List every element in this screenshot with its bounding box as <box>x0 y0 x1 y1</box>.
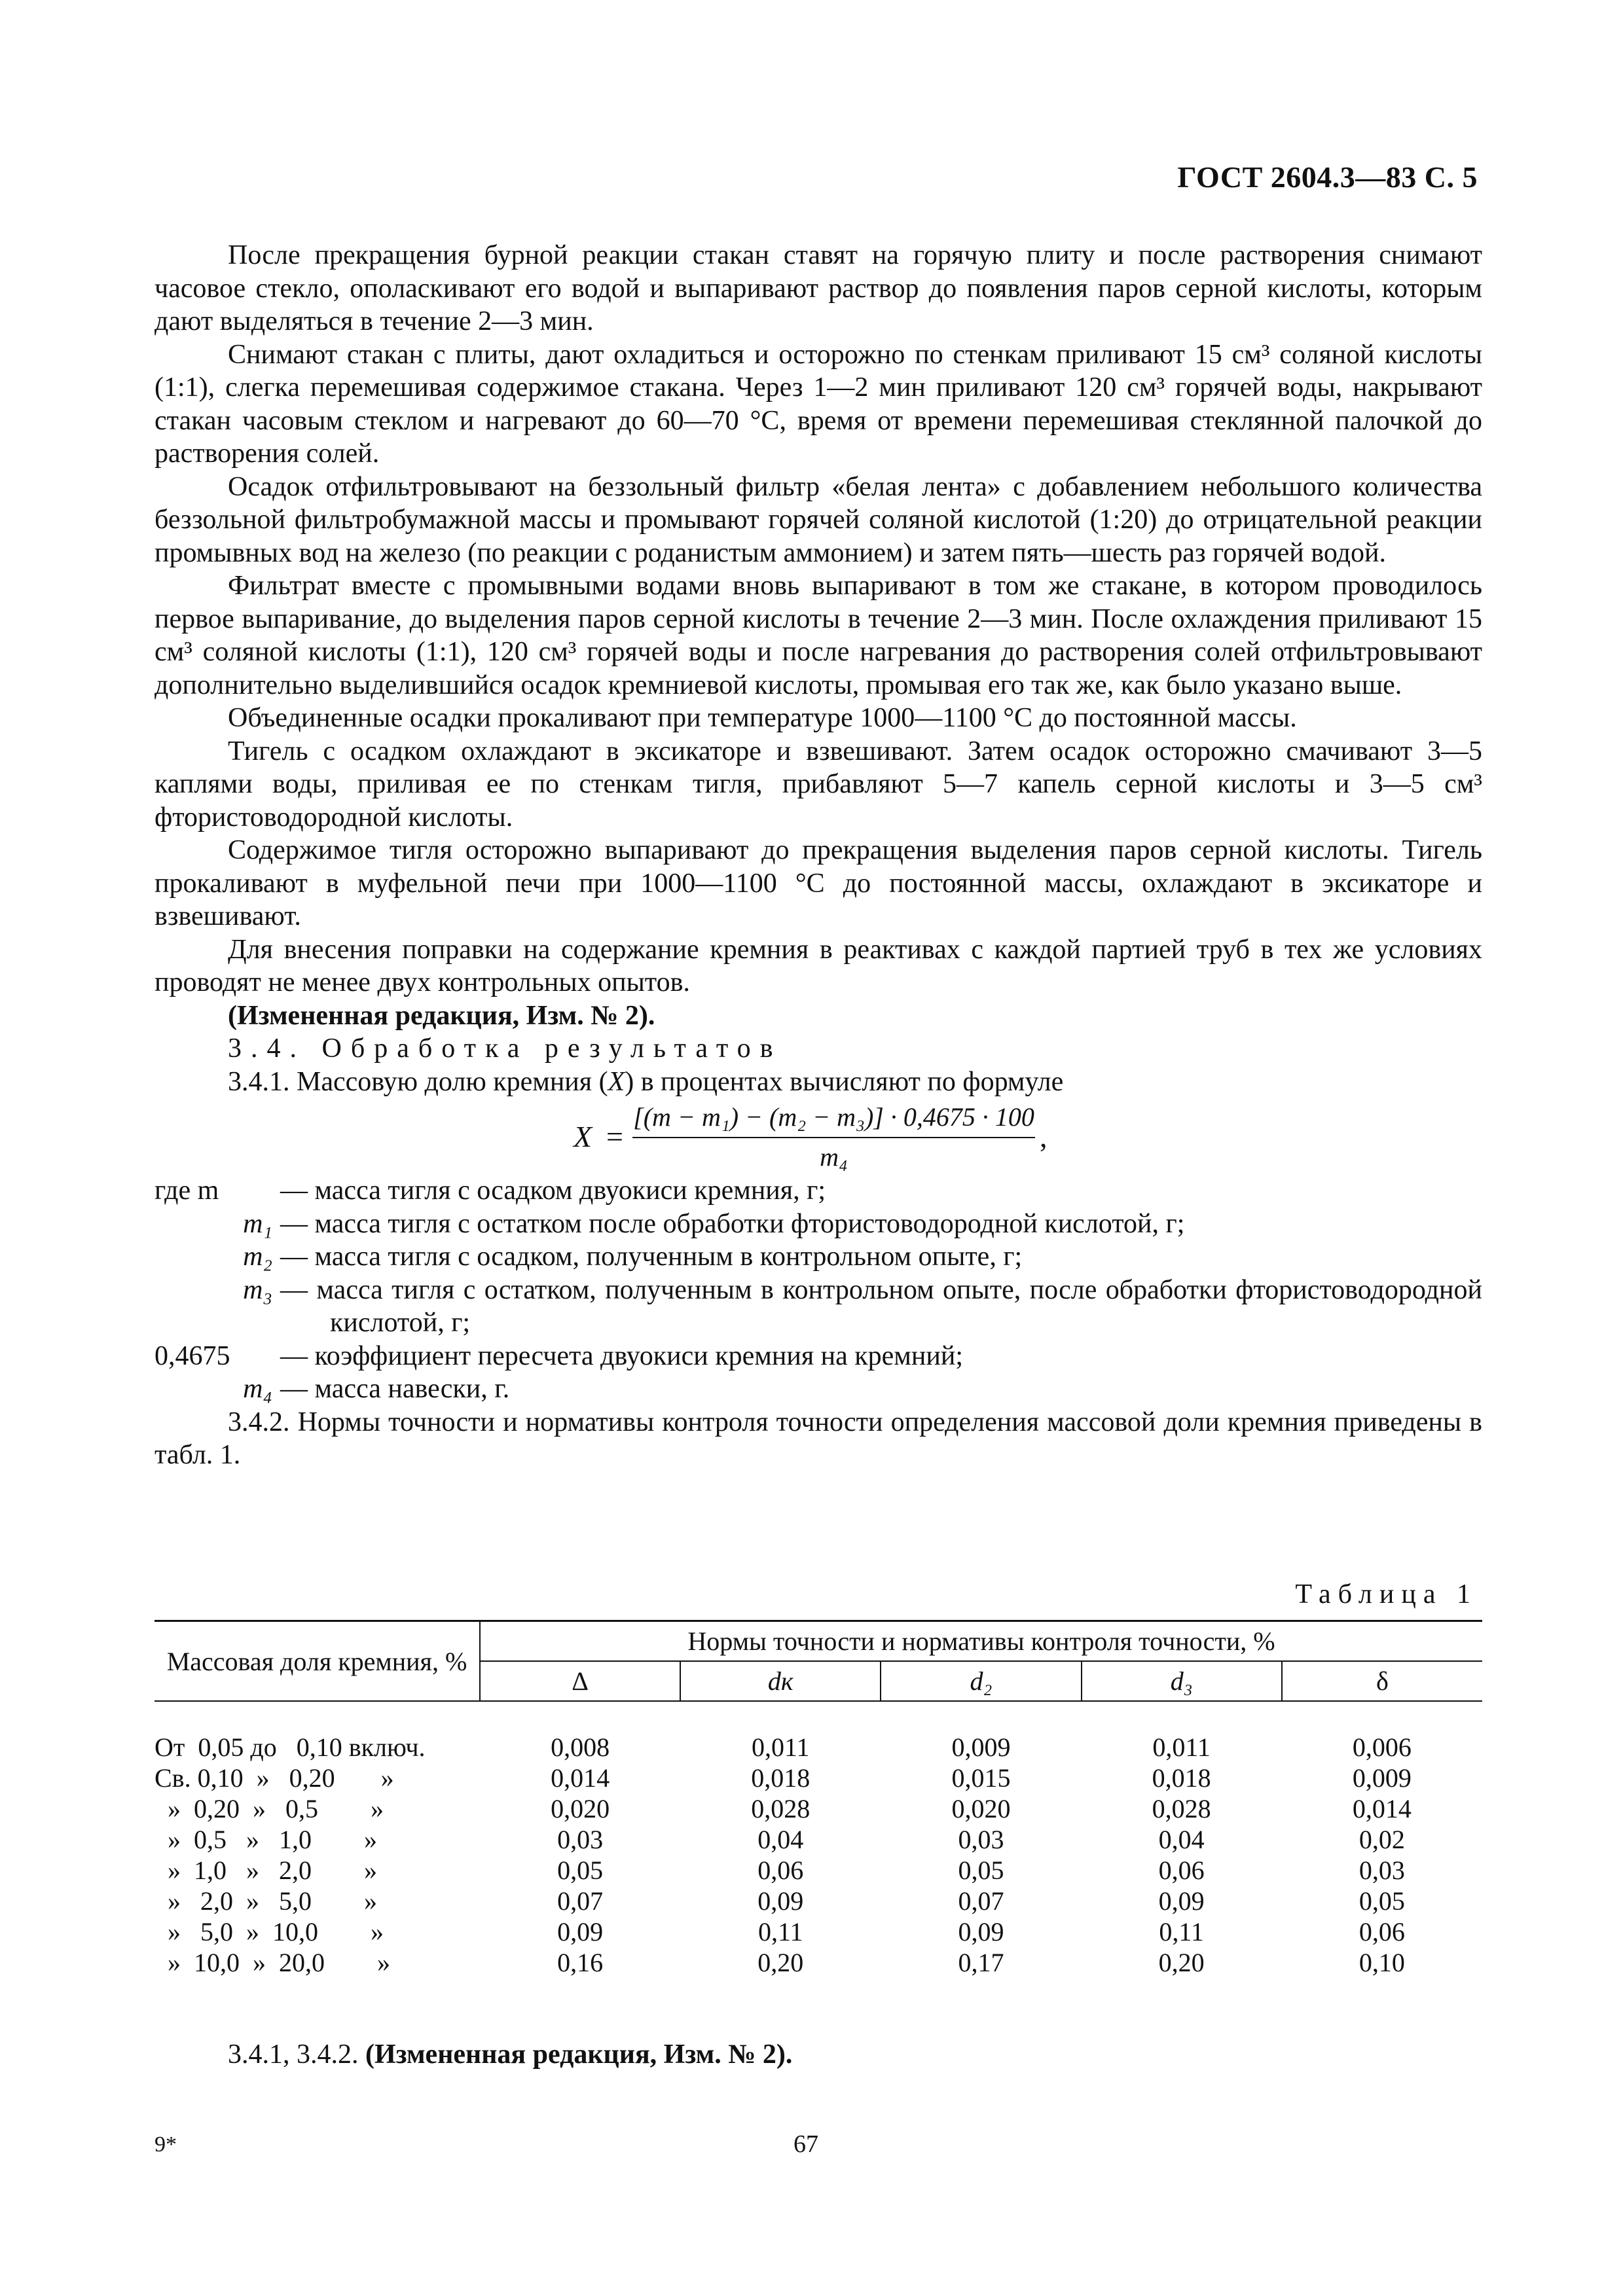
cell-value: 0,05 <box>958 1856 1004 1885</box>
cell-range: От 0,05 до 0,10 включ. <box>155 1732 426 1762</box>
cell-value: 0,11 <box>758 1917 803 1946</box>
table-row <box>155 1855 1482 1886</box>
table-row <box>155 1763 1482 1793</box>
table-row <box>155 1947 1482 1978</box>
paragraph-2: Снимают стакан с плиты, дают охладиться и осторожно по стенкам приливают 15 см³ соляной кислоты (1:1), слегка перемешивая содержимое стакана. Через 1—2 мин приливают 120 см³ горячей воды, накрывают стакан часовым стеклом и нагревают до 60—70 °С, время от времени перемешивая стеклянной палочкой до растворения солей. <box>155 339 1482 469</box>
cell-value: 0,09 <box>557 1917 604 1946</box>
column-header-dk: dк <box>680 1661 881 1701</box>
table-row <box>155 1916 1482 1947</box>
cell-range: » 2,0 » 5,0 » <box>155 1886 377 1916</box>
column-header-d2: d₂ <box>881 1661 1081 1701</box>
table-header-row <box>155 1621 1482 1662</box>
cell-value: 0,020 <box>951 1794 1011 1823</box>
definition-label: где m <box>155 1175 219 1206</box>
definition-text: — коэффициент пересчета двуокиси кремния на кремний; <box>280 1340 963 1371</box>
definition-label: m₃ <box>243 1274 272 1305</box>
cell-value: 0,09 <box>958 1917 1004 1946</box>
paragraph-6: Тигель с осадком охлаждают в эксикаторе и взвешивают. Затем осадок осторожно смачивают 3—5 каплями воды, приливая ее по стенкам тигля, прибавляют 5—7 капель серной кислоты и 3—5 см³ фтористоводородной кислоты. <box>155 736 1482 833</box>
cell-value: 0,008 <box>551 1732 610 1762</box>
table-row <box>155 1824 1482 1855</box>
column-header-d3: d₃ <box>1082 1661 1282 1701</box>
cell-range: » 0,20 » 0,5 » <box>155 1794 384 1823</box>
cell-value: 0,02 <box>1359 1825 1405 1854</box>
amendment-note: (Измененная редакция, Изм. № 2). <box>228 1000 655 1031</box>
cell-value: 0,014 <box>551 1763 610 1793</box>
paragraph-1: После прекращения бурной реакции стакан ставят на горячую плиту и после растворения снимают часовое стекло, ополаскивают его водой и выпаривают раствор до появления паров серной кислоты, которым дают выделяться в течение 2—3 мин. <box>155 240 1482 336</box>
cell-value: 0,16 <box>557 1948 604 1977</box>
formula <box>155 1101 1482 1173</box>
variable-x: X <box>608 1066 625 1097</box>
cell-value: 0,07 <box>557 1886 604 1916</box>
cell-value: 0,10 <box>1359 1948 1405 1977</box>
definition-m2 <box>155 1240 1482 1274</box>
table-body <box>155 1732 1482 1978</box>
cell-value: 0,009 <box>1352 1763 1412 1793</box>
section-title: 3.4. Обработка результатов <box>228 1033 782 1064</box>
cell-value: 0,09 <box>1158 1886 1205 1916</box>
cell-value: 0,028 <box>751 1794 811 1823</box>
definition-label: 0,4675 <box>155 1340 230 1371</box>
body-text <box>155 239 1482 1472</box>
amendment-prefix: 3.4.1, 3.4.2. <box>228 2039 365 2070</box>
definition-text: — масса тигля с остатком после обработки фтористоводородной кислотой, г; <box>280 1208 1185 1239</box>
column-header-delta: Δ <box>480 1661 680 1701</box>
table-row <box>155 1732 1482 1763</box>
formula-numerator: [(m − m₁) − (m₂ − m₃)] · 0,4675 · 100 <box>632 1101 1035 1138</box>
cell-value: 0,06 <box>1158 1856 1205 1885</box>
cell-value: 0,03 <box>1359 1856 1405 1885</box>
paragraph-3-4-1-start: 3.4.1. Массовую долю кремния ( <box>228 1066 608 1097</box>
definition-label: m₁ <box>243 1208 272 1239</box>
cell-value: 0,06 <box>757 1856 804 1885</box>
cell-value: 0,028 <box>1152 1794 1211 1823</box>
cell-value: 0,018 <box>751 1763 811 1793</box>
amendment-note-2 <box>228 2039 792 2070</box>
cell-value: 0,014 <box>1352 1794 1412 1823</box>
cell-value: 0,03 <box>958 1825 1004 1854</box>
definition-text: — масса навески, г. <box>280 1374 510 1404</box>
cell-value: 0,020 <box>551 1794 610 1823</box>
page-number: 67 <box>793 2130 818 2158</box>
paragraph-5: Объединенные осадки прокаливают при температуре 1000—1100 °С до постоянной массы. <box>228 703 1297 733</box>
paragraph-3-4-2: 3.4.2. Нормы точности и нормативы контроля точности определения массовой доли кремния приведены в табл. 1. <box>155 1407 1482 1470</box>
cell-range: » 1,0 » 2,0 » <box>155 1856 377 1885</box>
cell-value: 0,04 <box>1158 1825 1205 1854</box>
paragraph-7: Содержимое тигля осторожно выпаривают до прекращения выделения паров серной кислоты. Тигель прокаливают в муфельной печи при 1000—1100 °С до постоянной массы, охлаждают в эксикаторе и взвешивают. <box>155 835 1482 931</box>
cell-range: » 0,5 » 1,0 » <box>155 1825 377 1854</box>
definition-label: m₂ <box>243 1242 272 1272</box>
definition-text: — масса тигля с остатком, полученным в контрольном опыте, после обработки фтористоводородной кислотой, г; <box>280 1274 1482 1338</box>
formula-lhs: X <box>574 1120 593 1153</box>
definition-m1 <box>155 1208 1482 1241</box>
definition-coefficient <box>155 1340 1482 1373</box>
amendment-bold: (Измененная редакция, Изм. № 2). <box>365 2039 793 2070</box>
cell-value: 0,20 <box>757 1948 804 1977</box>
cell-value: 0,009 <box>951 1732 1011 1762</box>
cell-value: 0,011 <box>1152 1732 1211 1762</box>
column-header-small-delta: δ <box>1282 1661 1482 1701</box>
cell-range: » 10,0 » 20,0 » <box>155 1948 390 1977</box>
cell-value: 0,03 <box>557 1825 604 1854</box>
table-caption: Таблица 1 <box>1295 1579 1478 1609</box>
cell-value: 0,09 <box>757 1886 804 1916</box>
column-header-mass-fraction: Массовая доля кремния, % <box>155 1621 480 1702</box>
paragraph-3-4-1 <box>155 1066 1482 1099</box>
paragraph-4: Фильтрат вместе с промывными водами вновь выпаривают в том же стакане, в котором проводилось первое выпаривание, до выделения паров серной кислоты в течение 2—3 мин. После охлаждения приливают 15 см³ соляной кислоты (1:1), 120 см³ горячей воды и после нагревания до растворения солей отфильтровывают дополнительно выделившийся осадок кремниевой кислоты, промывая его так же, как было указано выше. <box>155 571 1482 700</box>
cell-value: 0,06 <box>1359 1917 1405 1946</box>
definition-m4 <box>155 1372 1482 1406</box>
definition-m <box>155 1174 1482 1208</box>
table-row <box>155 1886 1482 1916</box>
cell-value: 0,015 <box>951 1763 1011 1793</box>
section-heading <box>155 1032 1482 1066</box>
cell-range: » 5,0 » 10,0 » <box>155 1917 384 1946</box>
definition-label: m₄ <box>243 1374 272 1404</box>
table-row <box>155 1793 1482 1824</box>
footer-mark: 9* <box>155 2132 177 2157</box>
cell-range: Св. 0,10 » 0,20 » <box>155 1763 394 1793</box>
cell-value: 0,20 <box>1158 1948 1205 1977</box>
definition-text: — масса тигля с осадком двуокиси кремния, г; <box>280 1175 826 1206</box>
page-header: ГОСТ 2604.3—83 С. 5 <box>1177 160 1478 194</box>
cell-value: 0,006 <box>1352 1732 1412 1762</box>
cell-value: 0,07 <box>958 1886 1004 1916</box>
formula-comma: , <box>1040 1120 1048 1153</box>
formula-definitions <box>155 1174 1482 1406</box>
paragraph-8: Для внесения поправки на содержание кремния в реактивах с каждой партией труб в тех же условиях проводят не менее двух контрольных опытов. <box>155 934 1482 997</box>
formula-equals: = <box>606 1120 623 1153</box>
cell-value: 0,011 <box>752 1732 810 1762</box>
cell-value: 0,11 <box>1159 1917 1204 1946</box>
cell-value: 0,05 <box>1359 1886 1405 1916</box>
cell-value: 0,04 <box>757 1825 804 1854</box>
formula-denominator: m₄ <box>820 1141 848 1172</box>
cell-value: 0,018 <box>1152 1763 1211 1793</box>
cell-value: 0,05 <box>557 1856 604 1885</box>
paragraph-3: Осадок отфильтровывают на беззольный фильтр «белая лента» с добавлением небольшого количества беззольной фильтробумажной массы и промывают горячей соляной кислотой (1:20) до отрицательной реакции промывных вод на железо (по реакции с роданистым аммонием) и затем пять—шесть раз горячей водой. <box>155 471 1482 568</box>
paragraph-3-4-1-end: ) в процентах вычисляют по формуле <box>625 1066 1064 1097</box>
definition-text: — масса тигля с осадком, полученным в контрольном опыте, г; <box>280 1242 1023 1272</box>
definition-m3 <box>155 1274 1482 1340</box>
norms-table <box>155 1620 1482 1978</box>
cell-value: 0,17 <box>958 1948 1004 1977</box>
table-spacer <box>155 1701 1482 1732</box>
formula-fraction <box>632 1101 1035 1174</box>
column-group-header: Нормы точности и нормативы контроля точности, % <box>480 1621 1482 1662</box>
